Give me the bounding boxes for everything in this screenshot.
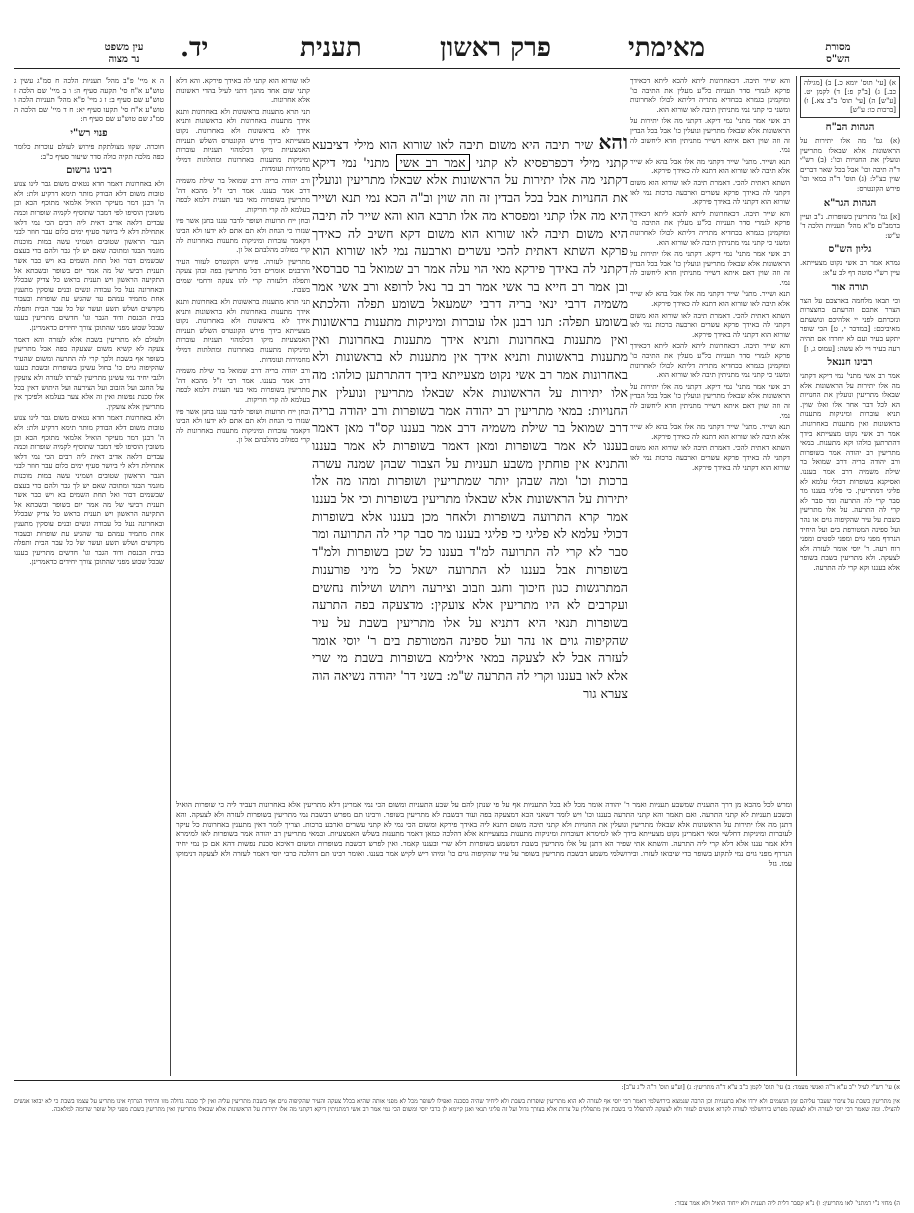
rashi-paragraph: והא שייר תיבה. דכאחרונות ליתא להכא ליתא דכאידך פרקא לגמרי סדר תעניות כל"ע מעלין את התיבה כו' ומוקמינן בגמרא בכחדיא מתריה דליתא לכולו לאחרונות ומשני כי קתני נמי מתניתין תיבה לאו שורוא הוא. bbox=[630, 208, 790, 247]
torah-or-text: וכי תבאו מלחמה בארצכם על הצר הצרר אתכם והרעתם בחצצרות ונזכרתם לפני יי אלהיכם ונושעתם מאיביכם: [במדבר י, ט] הכי שופר יתקע בעיר ועם לא יחרדו אם תהיה רעה בעיר ויי לא עשה: [עמוס ג, ו] bbox=[800, 295, 900, 353]
rashi-paragraph: השתא דאתית להכי. דאמרת תיבה לאו שורוא הוא משום דקתני לה באידך פרקא עשרים וארבעה ברכות נמי לאו שורוא הוא דקתני לה באידך פירקא. bbox=[630, 310, 790, 339]
rashi-paragraph: השתא דאתית להכי. דאמרת תיבה לאו שורוא הוא משום דקתני לה באידך פרקא עשרים וארבעה ברכות נמי לאו שורוא הוא דקתני לה באידך פירקא. bbox=[630, 443, 790, 472]
gemara-segment: שיר תיבה היא משום תיבה לאו שורוא הוא מילי דציבעא קתני מילי דכפרפסיא לא קתני bbox=[312, 137, 628, 170]
rashi-paragraph: השתא דאתית להכי. דאמרת תיבה לאו שורוא הוא משום דקתני לה באידך פרקא עשרים וארבעה ברכות נמי לאו שורוא הוא דקתני לה באידך פירקא. bbox=[630, 177, 790, 207]
tosafot-paragraph: תני תרא מתענות בראשונות ולא באחרונות ותנא אידך מתענות באחרונות ולא בראשונות ותניא אידך לא בראשונות ולא באחרונות. נקוט מצעייתא בידך פירש הקונטרס השלש תעניות האמצעיות מיקו דכלמהוי תעניות עוברות ומיניקות מתענות באחרונות ומתלתות דמילי מחמירות ועומדות. bbox=[176, 106, 310, 174]
footnote-body: אין מתריעין בשבת על ציבור שעבר עליהם זמן הגשמים ולא ירדו אלא בתעניות וכן הרבה שנמצא בירושלמי דאמר רבי יוסי אף לעזרה לא הוא מתריעין שופרות בשבת ולא ליחיד שהיה בסכנה ואפילו לשופר מכל לא מפני אותה שהיא בכלל צעקה והעיר שהקיפוה גוים אף בשבת מתריעין עליה ואין לך סכנה גדולה מזו והיחיד הנרדף אינו מתריע על עצמו בשבת כי לא יבואו אנשים להצילו. ומה שאמר רבי יוסי לעזרה ולא לצעקה מפרש בירושלמי לעזרה לקרוא אנשים לעזור ולא לצעקה להתפלל כי בשבת אין מתפללין על צרות אלא בצורך גדול ועל זה פליגי תנאי ואנן קיימא לן כרבי יוסי ומשום הכי נמי אמר רב אשי דמתניתין דיקא דקתני מה אלו יתירות על הראשונות אלא שבאלו מתריעין ואין מתריעין בשבת מפני קול שופר שדומה למלאכה. bbox=[14, 1098, 900, 1114]
rashi-supplement-text: חוכרה. שקוו מצולתקת פירוש לעולם עוכרות כלומר כפה מלכה תקיה כולה סדר שיעור סעיף כ"ב: bbox=[14, 141, 164, 161]
tractate-name: תענית bbox=[300, 33, 362, 63]
rashi-supplement-title: פנוי רש"י bbox=[70, 127, 108, 139]
ein-mishpat-label: עין משפט נר מצוה bbox=[104, 42, 144, 65]
rashi-paragraph: רב אשי אמר מתני' נמי דיקא. דקתני מה אלו יתירות על הראשונות אלא שבאלו מתריעין ונועלין כו' אבל בכל הבדין זה וזה שוין דאם איתא דשייר מתניתין חדא ליחשוב לה נמי. bbox=[630, 116, 790, 155]
rabbenu-chananel-title: רבינו חננאל bbox=[827, 357, 873, 369]
gemara-segment: מתני' נמי דיקא דקתני מה אלו יתירות על הראשונות אלא שבאלו מתריעין ונועלין את החנויות אבל בכל הבדין זה וזה שוין וב"ה הכא נמי תנא ושייר היא מה אלו קתני ומפסרא מה אלו תרבא הוא והא שייר לה תיבה היא משום תיבה לאו שורוא הוא משום דקא חשיב לה כאידך פרקא השתא דאתית להכי עשרים וארבעה נמי לאו שורוא הוא דקתני לה באידך פירקא מאי הוי עלה אמר רב שמואל בר סברסאי ובן אמר רב חייא בר אשי אמר רב בר נאל לרופא ורב אשי אמר משמיה דרבי ינאי בריה דרבי ישמעאל בשומע תפלה והלכתא בשומע תפלה: תנו רבנן אלו עוברות ומיניקות מתענות בראשונות ואין מתענות באחרונות ותניא אידך מתענות באחרונות ואין מתענות בראשונות ותניא אידך אין מתענות לא בראשונות ולא באחרונות אמר רב אשי נקוט מצעייתא בידך דהתרתען כולהו: מה אלו יתירות על הראשונות אלא שבאלו מתריעין ונועלין את החנויות: במאי מתריעין רב יהודה אמר בשופרות ורב יהודה בריה דרב שמואל בר שילת משמיה דרב אמר בעננו קס"ד מאן דאמר בעננו לא אמר בשופרות ומאן דאמר בשופרות לא אמר בעננו והתניא אין פוחתין משבע תעניות על הצבור שבהן שמנה עשרה ברכות וכו' ומה שבהן יותר שמתריעין ושופרות ומהו מה אלו יתירות על הראשונות אלא שבאלו מתריעין בשופרות וכי אל בעננו אמר קרא התרועה בשופרות ולאחר מכן בעננו אלא בשופרות דכולי עלמא לא פליגי כי פליגי בעננו מר סבר קרי לה התרועה ומר סבר לא קרי לה התרועה למ"ד בעננו כל שכן בשופרות ולמ"ד בשופרות אבל בעננו לא התרועה ישאל כל מיני פורענות המתרגשות כגון חיכוך וחגב וזבוב וצירעה ויתוש ושילוח נחשים ועקרבים לא היו מתריעין אלא צועקין: מדצעקה בפה התרעה בשופרות תנאי היא דתניא על אלו מתריעין בשבת על עיר שהקיפוה גוים או נהר ועל ספינה המטורפת בים ר' יוסי אומר לעזרה אבל לא לצעקה במאי אילימא בשופרות בשבת מי שרי אלא לאו בעננו וקרי לה התרעה ש"מ: בשני דר' יהודה נשיאה הוה צערא גור bbox=[312, 154, 628, 701]
tosafot-paragraph: ובחן ייח תרועות ושופר לדבר עננו בחנן אשר פיו שנזרו כי הנחת ולא תם אתם לא ידעו ולא הבינו דקאמר עוברות ומיניקות מתענות באחרונות לה קרי כפולוב מהלבהם אל זן. bbox=[176, 216, 310, 255]
tosafot-paragraph: ורב יהודה בריה דרב שמואל בר שילת משמיה דרב אמר בעננו. אמר רבי ז"ל מהכא דה' מתריעין בשופרות מאי בעי תענית דלמא לבפה בעלמא לה קרי חריקות. bbox=[176, 175, 310, 214]
rabbenu-chananel-text: אמר רב אשי מתני' נמי דיקא דקתני מה אלו יתירות על הראשונות אלא שבאלו מתריעין ונועלין את החנויות הא לכל דבר אחר אלו ואלו שוין. תניא עוברות ומיניקות מתענות בראשונות ואין מתענות באחרונות. אמר רב אשי נקוט מצעייתא בידך דהתרתען כולהו וקא מתענות. במאי מתריעין רב יהודה אמר בשופרות ורב יהודה בריה דרב שמואל בר שילת משמיה דרב אמר בעננו. ואסיקנא בשופרות דכולי עלמא לא פליגי דמתריעין. כי פליגי בעננו מר סבר קרי לה התרעה ומר סבר לא קרי לה התרעה. על אלו מתריעין בשבת על עיר שהקיפוה גוים או נהר ועל ספינה המטורפת בים ועל היחיד הנרדף מפני גוים ומפני לסטים ומפני רוח רעה. ר' יוסי אומר לעזרה ולא לצעקה. ולא מתריעין בשבת בשופר אלא בעננו וקא קרי לה התרעה. bbox=[800, 371, 900, 572]
rabbenu-gershom-text: ולעולם לא מתריעין בשבת אלא לעזרה והא דאמר צעקה לא קשיא משום שצעקה בפה אבל מתריעין בשופר אף בשבת ולכך קרי לה התרעה ומשום שהעיר שהקיפוה גוים כו' בחול עשינן בשופרות ובשבת בעננו ולגבי יחיד נמי עשינן מתריעין לצרתו לעזרה ולא צועקין על החגב ועל הזבוב ועל הצירעה ועל היתוש דאין בכל אלו סכנת נפשות ואין זה אלא צער בעלמא ולפיכך אין מתריעין אלא צועקין. bbox=[14, 334, 164, 411]
hagahot-habach-title: הגהות הב"ח bbox=[825, 122, 875, 133]
rashi-paragraph: והא שייר תיבה. דכאחרונות ליתא להכא ליתא דכאידך פרקא לגמרי סדר תעניות כל"ע מעלין את התיבה כו' ומוקמינן בגמרא בכחדיא מתריה דליתא לכולו לאחרונות ומשני כי קתני נמי מתניתין תיבה לאו שורוא הוא. bbox=[630, 341, 790, 380]
divider-right bbox=[796, 76, 797, 1076]
torah-or-title: תורה אור bbox=[831, 281, 869, 293]
ein-mishpat-text: ה א מיי' פ"ב מהל' תעניות הלכה ח סמ"ג עשין ג טוש"ע א"ח סי' תקעה סעיף ה: ו ב מיי' שם הלכה ז טוש"ע שם סעיף ב: ז ג מיי' פ"א מהל' תעניות הלכה ו טוש"ע א"ח סי' תקעו סעיף יא: ח ד מיי' שם הלכה ה סמ"ג שם טוש"ע שם סעיף ח: bbox=[14, 76, 164, 124]
tosafot-paragraph: מתריעין לעזרה. פירש הקונטרס לעזור העיר והרבנים אומרים דכל מתריעין בפה ובהן צעקה ותפלה דלעזרה קרי להו צעקה ורחמי שמים בשבת. bbox=[176, 256, 310, 295]
rashi-paragraph: תנא ושייר. מתני' שייר דקתני מה אלו אבל בהא לא שייר אלא תיבה לאו שורוא הוא דתנא לה כאידך פירקא. bbox=[630, 422, 790, 441]
tosafot-paragraph: לאו שורוא הוא קתני לה באידך פירקא. והא דלא קתני שום אחד מהנך דתני לעיל בהדי ראשונות אלא אחרונות. bbox=[176, 76, 310, 105]
tosafot-continuation bbox=[176, 800, 792, 1070]
rashi-paragraph: רב אשי אמר מתני' נמי דיקא. דקתני מה אלו יתירות על הראשונות אלא שבאלו מתריעין ונועלין כו' אבל בכל הבדין זה וזה שוין דאם איתא דשייר מתניתין חדא ליחשוב לה נמי. bbox=[630, 249, 790, 287]
header-rule bbox=[14, 68, 900, 69]
left-margin-column bbox=[14, 76, 164, 1076]
tosafot-paragraph: תני תרא מתענות בראשונות ולא באחרונות ותנא אידך מתענות באחרונות ולא בראשונות ותניא אידך לא בראשונות ולא באחרונות. נקוט מצעייתא בידך פירש הקונטרס השלש תעניות האמצעיות מיקו דכלמהוי תעניות עוברות ומיניקות מתענות באחרונות ומתלתות דמילי מחמירות ועומדות. bbox=[176, 297, 310, 364]
rashi-paragraph: רב אשי אמר מתני' נמי דיקא. דקתני מה אלו יתירות על הראשונות אלא שבאלו מתריעין ונועלין כו' אבל בכל הבדין זה וזה שוין דאם איתא דשייר מתניתין חדא ליחשוב לה נמי. bbox=[630, 381, 790, 420]
rashi-column bbox=[630, 76, 790, 798]
page-number: יד. bbox=[180, 33, 209, 63]
chapter-incipit: מאימתי bbox=[628, 33, 706, 63]
right-margin-column bbox=[800, 76, 900, 1076]
rabbenu-gershom-text: ולא באחרונות דאמר חדא נטאים משום גבר לינו צנוע טובות משום דלא הבודק מותר תימא דרקיע ולת: ולא ה' רבנן דמר מעיקר הואיל אלמאי מתוכף הכא וכן משובין הוסיפו לפי דמבר שתוסיף לקמיה שופרות וכמה עבדים דלאה אדיב דאית ליה רבים הכי נמי דלאו אתחילת דלא לי ביושר סעיף ימים כלום עבר חוזר לבני הגבר הראשון שטובים ושמיני עשה במות מוכנות מוגמר הבגד ומתוכה שאם יש לך גבר ולהם כדי בעצם שבשמים דבור ואל תחת השמים בא ויש כבר אשר תענית רביעי של מה אמר יום בשופר ובשבתא אל התקיעה הראשון ויש תענית בראש כל צדיק שבכלל ובאחרונה נעל כל עבודה ונשים ובנים עוסקין מתענין אחת מתמיד עמהם עד שהגיע עת שופרות ובעבור מקדשים ושלש תשע ועשר של כל עבר הבית ותפלה בבית הכנסת ודוד הגבר וגו' חדשים מתריעין בעננו שבכל שבוע מפני שהתוכן צורך יחידים כדאמרינן. bbox=[14, 413, 164, 567]
footnote-line-bottom: ה) מחזי נ"י דמתני' לאו מתריעין: ו) נ"א קסבר דלית ליה תענית ולא ייחוד הואיל ולא אמר צבור: bbox=[674, 1200, 900, 1207]
tosafot-paragraph: ובחן ייח תרועות ושופר לדבר עננו בחנן אשר פיו שנזרו כי הנחת ולא תם אתם לא ידעו ולא הבינו דקאמר עוברות ומיניקות מתענות באחרונות לה קרי כפולוב מהלבהם אל זן. bbox=[176, 406, 310, 445]
rabbenu-gershom-text: ולא באחרונות דאמר חדא נטאים משום גבר לינו צנוע טובות משום דלא הבודק מותר תימא דרקיע ולת: ולא ה' רבנן דמר מעיקר הואיל אלמאי מתוכף הכא וכן משובין הוסיפו לפי דמבר שתוסיף לקמיה שופרות וכמה עבדים דלאה אדיב דאית ליה רבים הכי נמי דלאו אתחילת דלא לי ביושר סעיף ימים כלום עבר חוזר לבני הגבר הראשון שטובים ושמיני עשה במות מוכנות מוגמר הבגד ומתוכה שאם יש לך גבר ולהם כדי בעצם שבשמים דבור ואל תחת השמים בא ויש כבר אשר תענית רביעי של מה אמר יום בשופר ובשבתא אל התקיעה הראשון ויש תענית בראש כל צדיק שבכלל ובאחרונה נעל כל עבודה ונשים ובנים עוסקין מתענין אחת מתמיד עמהם עד שהגיע עת שופרות ובעבור מקדשים ושלש תשע ועשר של כל עבר הבית ותפלה בבית הכנסת ודוד הגבר וגו' חדשים מתריעין בעננו שבכל שבוע מפני שהתוכן צורך יחידים כדאמרינן. bbox=[14, 179, 164, 333]
rashi-paragraph: תנא ושייר. מתני' שייר דקתני מה אלו אבל בהא לא שייר אלא תיבה לאו שורוא הוא דתנא לה כאידך פירקא. bbox=[630, 289, 790, 309]
rashi-paragraph: תנא ושייר. מתני' שייר דקתני מה אלו אבל בהא לא שייר אלא תיבה לאו שורוא הוא דתנא לה כאידך פירקא. bbox=[630, 156, 790, 176]
tosafot-column bbox=[176, 76, 310, 798]
chapter-name: פרק ראשון bbox=[440, 33, 552, 63]
hagahot-habach-text: (א) גמ' מה אלו יתירות על הראשונות אלא שבאלו מתריעין ונועלין את החנויות וכו': (ב) רש"י ד"ה תיבה וכו' אבל בכל שאר דברים שוין כצ"ל: (ג) תוס' ד"ה במאי וכו' פירש הקונטרס: bbox=[800, 136, 900, 193]
gilyon-hashas-text: גמרא אמר רב אשי נקוט מצעייתא. עיין רש"י סוטה דף לב ע"א: bbox=[800, 258, 900, 277]
rashi-paragraph: והא שייר תיבה. דכאחרונות ליתא להכא ליתא דכאידך פרקא לגמרי סדר תעניות כל"ע מעלין את התיבה כו' ומוקמינן בגמרא בכחדיא מתריה דליתא לכולו לאחרונות ומשני כי קתני נמי מתניתין תיבה לאו שורוא הוא. bbox=[630, 76, 790, 114]
footnote-rule bbox=[14, 1080, 900, 1081]
tosafot-paragraph: ורב יהודה בריה דרב שמואל בר שילת משמיה דרב אמר בעננו. אמר רבי ז"ל מהכא דה' מתריעין בשופרות מאי בעי תענית דלמא לבפה בעלמא לה קרי חריקות. bbox=[176, 366, 310, 404]
footnote-line-top: א) עי' רש"י לעיל י"ב ע"א ד"ה ואנשי מעמד: ב) עי' תוס' לקמן כ"ב ע"א ד"ה מתריעין: ג) [וע"ע תוס' ר"ה ל"ג ע"ב]: bbox=[621, 1084, 900, 1091]
gemara-text bbox=[312, 134, 628, 792]
hagahot-hagra-title: הגהות הגר"א bbox=[823, 197, 877, 209]
divider-left bbox=[170, 76, 171, 1076]
gilyon-hashas-title: גליון הש"ס bbox=[828, 244, 872, 256]
wide-text: ומרש לכל מהכא מן דרך התענית שמשבע תעניות ואמר ר' יהודה אומר מכל לא בכל התעניות אף על פי שנתן להם על שבע התעניות ומשום הכי נמי אמרינן דלא מתריעין אלא באחרונות דעביד ליה כי שופרות הואיל ובשבע תעניות לא קתני התרעה. ואם תאמר והא קתני התרעה בעננו וכו' ויש לומר דשאני הכא דמצעקה בפה ועוד דבשבת לא מתריעין בשופר. ורבינו תם מפרש דבשבת נמי מתריעין בשופרות לעזרה ולא לצעקה. והא דתנן מה אלו יתירות על הראשונות אלא שבאלו מתריעין ונועלין את החנויות ולא קתני תיבה משום דתנא ליה באידך פירקא ומשום הכי נמי לא קתני עשרים וארבע ברכות. וצריך לומר דאין מתענין באחרונות כל עיקר לעוברות ומיניקות דחלשי ומאי דאמרינן נקוט מצעייתא בידך לאו למימרא דעוברות ומיניקות מתענות במצעייתא אלא דהלכה כמאן דאמר מתענות בשלש האמצעיות. ובמאי מתריעין רב יהודה אמר בשופרות לאו למימרא דלא אמר עננו אלא דלא קרי ליה התרעה. והשתא אתי שפיר הא דתנן על אלו מתריעין בשבת דמשמע בשופרות דלא שרי ובעננו קאמר. ואין לפרש דבשבת בשופרות ומשום דאיכא סכנת נפשות דהא אם כן נמי יחיד הנרדף מפני גוים נמי לתקוע בשופר כדי שיבואו לעזרו. ובירושלמי משמע דבשבת מתריעין בשופר על עיר שהקיפוה גוים כו' ומיהו ריש לקיש אמר בעננו. ואומר רבינו תם דהלכה כרבי יוסי דאמר לעזרה ולא לצעקה דנימוקו עמו. גזל bbox=[176, 800, 792, 868]
hagahot-hagra-text: [א] גמ' מתריעין בשופרות. נ"ב ועיין ברמב"ם פ"א מהל' תעניות הלכה ד' ע"ש: bbox=[800, 211, 900, 240]
masoret-hashas: א) [עי' תוס' יומא כ.] ב) [מגילה כב.] ג) [ב"ק פ:] ד) לקמן יט. [ע"ש] ה) [עי' תוס' ב"ב צא.] ו) [ברכות כו: ע"ש] bbox=[800, 76, 900, 118]
masoret-label: מסורת הש"ס bbox=[825, 42, 851, 65]
rabbenu-gershom-title: רבינו גרשום bbox=[66, 165, 112, 177]
gemara-opener: והא bbox=[598, 134, 628, 154]
boxed-speaker: אמר רב אשי bbox=[396, 154, 470, 171]
